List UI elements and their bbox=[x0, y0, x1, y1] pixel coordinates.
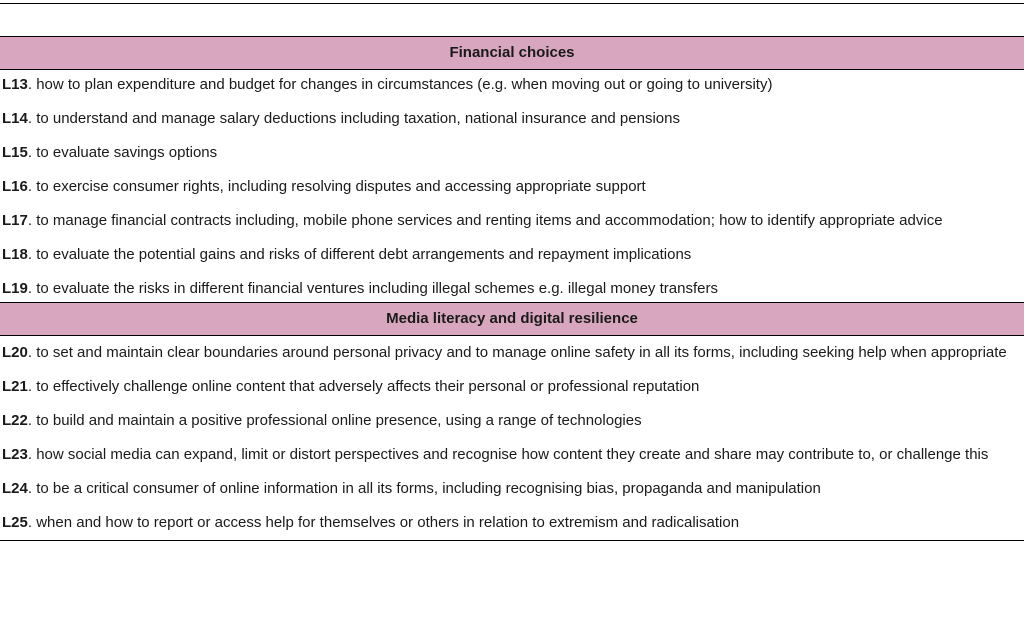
table-row bbox=[0, 104, 1024, 138]
section-header-media-literacy bbox=[0, 303, 1024, 336]
objective-text: . how social media can expand, limit or distort perspectives and recognise how content they create and share may contribute to, or challenge this bbox=[27, 446, 989, 463]
objective-text: . to set and maintain clear boundaries around personal privacy and to manage online safety in all its forms, including seeking help when appropriate bbox=[27, 344, 1007, 361]
table-row bbox=[0, 240, 1024, 274]
objective-text: . how to plan expenditure and budget for changes in circumstances (e.g. when moving out or going to university) bbox=[27, 76, 773, 93]
objective-text: . to evaluate the potential gains and risks of different debt arrangements and repayment implications bbox=[27, 246, 692, 263]
table-row bbox=[0, 474, 1024, 508]
objective-code: L20 bbox=[2, 344, 28, 361]
table-row bbox=[0, 440, 1024, 474]
objective-code: L23 bbox=[2, 446, 28, 463]
table-row bbox=[0, 172, 1024, 206]
objective-code: L21 bbox=[2, 378, 28, 395]
objective-code: L24 bbox=[2, 480, 28, 497]
objective-text: . to evaluate savings options bbox=[27, 144, 218, 161]
objective-code: L18 bbox=[2, 246, 28, 263]
objective-code: L16 bbox=[2, 178, 28, 195]
objective-text: . when and how to report or access help for themselves or others in relation to extremism and radicalisation bbox=[27, 514, 740, 531]
table-row bbox=[0, 406, 1024, 440]
objective-code: L22 bbox=[2, 412, 28, 429]
section-title: Media literacy and digital resilience bbox=[0, 303, 1024, 336]
objective-text: . to effectively challenge online content that adversely affects their personal or professional reputation bbox=[27, 378, 700, 395]
objective-text: . to be a critical consumer of online information in all its forms, including recognising bias, propaganda and manipulation bbox=[27, 480, 821, 497]
table-row bbox=[0, 206, 1024, 240]
table-row bbox=[0, 372, 1024, 406]
objective-code: L13 bbox=[2, 76, 28, 93]
objective-text: . to manage financial contracts including, mobile phone services and renting items and accommodation; how to identify appropriate advice bbox=[27, 212, 943, 229]
learning-objectives-table bbox=[0, 36, 1024, 541]
section-header-financial-choices bbox=[0, 37, 1024, 70]
table-row bbox=[0, 274, 1024, 303]
objective-text: . to build and maintain a positive professional online presence, using a range of technologies bbox=[27, 412, 642, 429]
table-row bbox=[0, 336, 1024, 373]
table-row bbox=[0, 138, 1024, 172]
objective-code: L19 bbox=[2, 280, 28, 297]
table-row bbox=[0, 70, 1024, 105]
objective-code: L25 bbox=[2, 514, 28, 531]
objective-text: . to evaluate the risks in different financial ventures including illegal schemes e.g. illegal money transfers bbox=[27, 280, 718, 297]
top-divider bbox=[0, 3, 1024, 4]
objective-code: L15 bbox=[2, 144, 28, 161]
section-title: Financial choices bbox=[0, 37, 1024, 70]
objective-code: L17 bbox=[2, 212, 28, 229]
objective-code: L14 bbox=[2, 110, 28, 127]
objective-text: . to understand and manage salary deductions including taxation, national insurance and pensions bbox=[27, 110, 680, 127]
table-row bbox=[0, 508, 1024, 541]
objective-text: . to exercise consumer rights, including resolving disputes and accessing appropriate support bbox=[27, 178, 646, 195]
